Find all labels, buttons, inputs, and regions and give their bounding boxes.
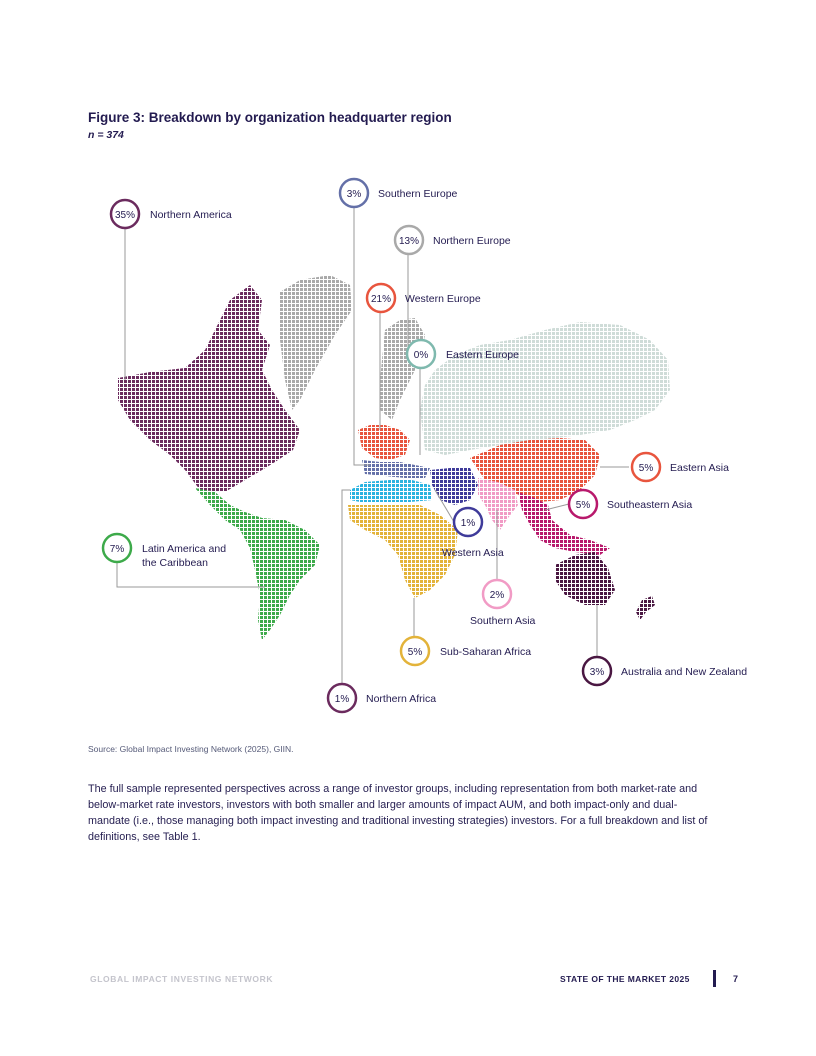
callout-label: Northern Europe [433, 235, 511, 247]
callout-australia-nz [583, 657, 747, 685]
callout-label: Eastern Asia [670, 462, 729, 474]
footer-org-name: GLOBAL IMPACT INVESTING NETWORK [90, 974, 274, 984]
callout-pct: 3% [589, 667, 605, 678]
callout-label: Southern Europe [378, 188, 458, 200]
callout-southern-europe [340, 179, 458, 207]
figure-title: Figure 3: Breakdown by organization headquarter region [88, 110, 452, 125]
callout-pct: 7% [109, 544, 125, 555]
callout-southern-asia [470, 580, 536, 627]
callout-pct: 0% [413, 350, 429, 361]
region-northern-africa [350, 480, 432, 502]
callout-label: Southern Asia [470, 615, 536, 627]
callout-label: Sub-Saharan Africa [440, 646, 532, 658]
region-greenland [280, 275, 352, 410]
callout-pct: 13% [398, 236, 420, 247]
callout-label: Western Asia [442, 547, 504, 559]
callout-northern-europe [395, 226, 511, 254]
callout-label: Western Europe [405, 293, 481, 305]
callout-pct: 5% [638, 463, 654, 474]
source-note: Source: Global Impact Investing Network (2025), GIIN. [88, 744, 294, 754]
callout-western-europe [367, 284, 481, 312]
callout-pct: 5% [575, 500, 591, 511]
callout-pct: 2% [489, 590, 505, 601]
callout-pct: 35% [114, 210, 136, 221]
callout-label: Australia and New Zealand [621, 666, 748, 678]
body-paragraph: The full sample represented perspectives across a range of investor groups, including representation from both market-rate and below-market rate investors, investors with both smaller and larger amounts of impact AUM, and both impact-only and dual-mandate (i.e., those managing both impact investing and traditional investing strategies) investors. For a full breakdown and list of definitions, see Table 1. [88, 783, 708, 843]
callout-pct: 5% [407, 647, 423, 658]
callout-eastern-asia [632, 453, 729, 481]
region-new-zealand [636, 596, 655, 620]
region-australia-nz [555, 552, 615, 605]
footer-divider [713, 970, 716, 987]
callout-northern-africa [328, 684, 436, 712]
region-eastern-europe-russia [420, 322, 670, 455]
region-northern-america [118, 285, 300, 492]
callout-pct: 1% [460, 518, 476, 529]
callout-sub-saharan-africa [401, 637, 531, 665]
region-latin-america [195, 488, 320, 640]
callout-southeastern-asia [569, 490, 692, 518]
callout-northern-america [111, 200, 232, 228]
page-number: 7 [733, 974, 739, 984]
region-western-europe [358, 425, 410, 460]
footer-report-title: STATE OF THE MARKET 2025 [560, 974, 690, 984]
callout-label: Northern Africa [366, 693, 437, 705]
region-southern-europe [362, 460, 430, 478]
callout-label-line1: Latin America and [142, 543, 227, 555]
callout-label-line2: the Caribbean [142, 557, 208, 569]
sample-size: n = 374 [88, 129, 124, 141]
callout-label: Southeastern Asia [607, 499, 693, 511]
callout-pct: 1% [334, 694, 350, 705]
callout-pct: 3% [346, 189, 362, 200]
callout-label: Eastern Europe [446, 349, 519, 361]
callout-pct: 21% [370, 294, 392, 305]
region-western-asia [430, 468, 478, 505]
callout-latin-america [103, 534, 226, 569]
callout-label: Northern America [150, 209, 232, 221]
